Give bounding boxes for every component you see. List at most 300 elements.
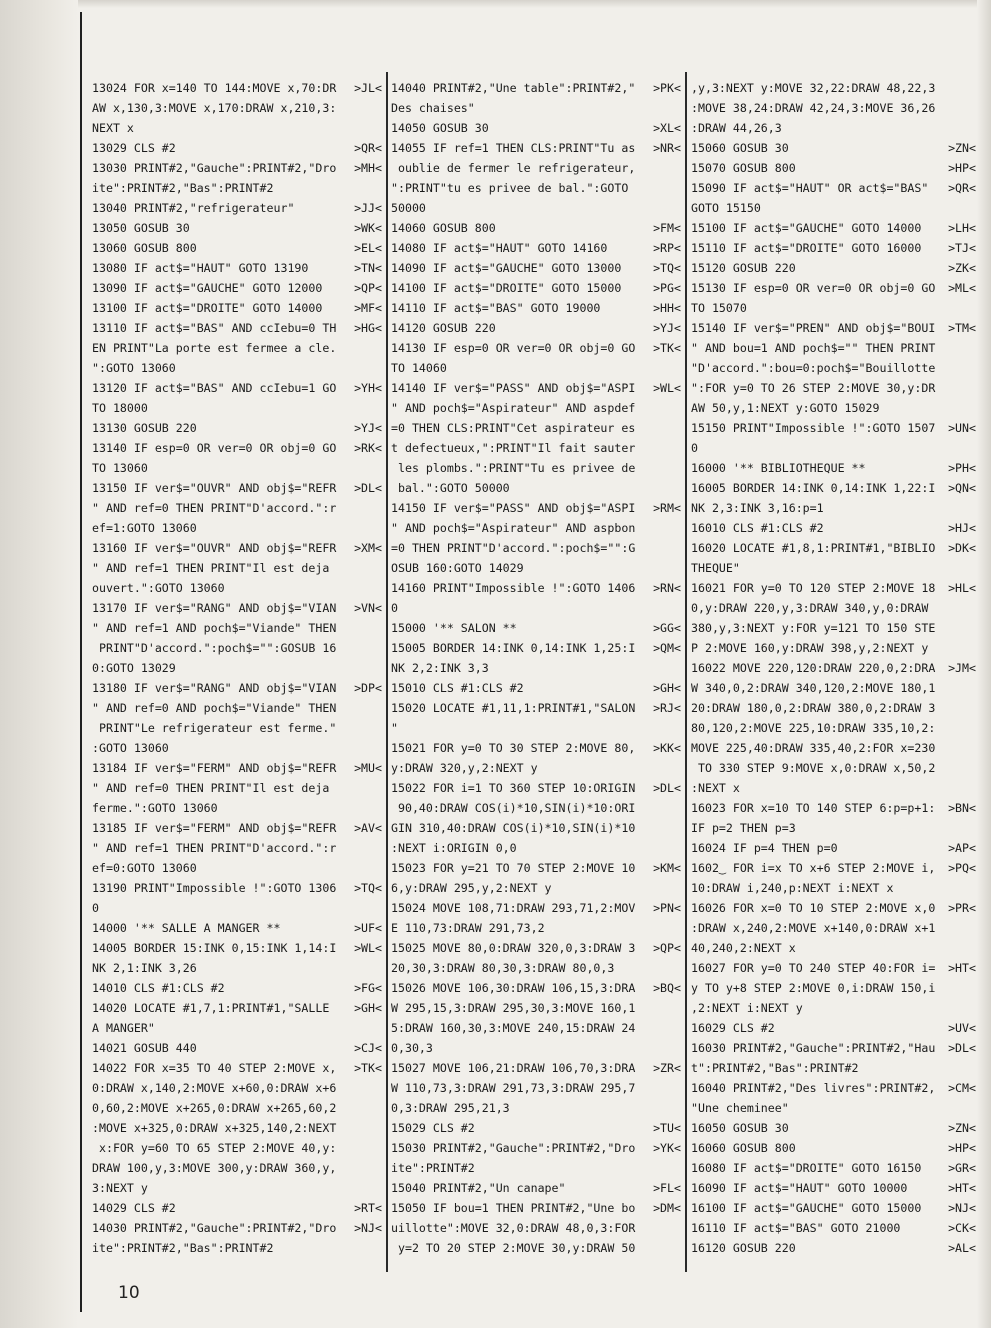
checksum-code: >RN< <box>653 581 681 595</box>
checksum-code: >BN< <box>948 801 976 815</box>
code-line <box>691 658 976 678</box>
checksum-code: >ZN< <box>948 1121 976 1135</box>
code-line <box>92 298 382 318</box>
code-line <box>391 478 681 498</box>
checksum-code: >DL< <box>653 781 681 795</box>
code-text: 3:NEXT y <box>92 1181 148 1195</box>
checksum-code: >UF< <box>354 921 382 935</box>
code-line <box>391 738 681 758</box>
checksum-code: >HJ< <box>948 521 976 535</box>
code-text: ,y,3:NEXT y:MOVE 32,22:DRAW 48,22,3 <box>691 81 936 95</box>
code-text: 15022 FOR i=1 TO 360 STEP 10:ORIGIN <box>391 781 636 795</box>
code-text: 15027 MOVE 106,21:DRAW 106,70,3:DRA <box>391 1061 636 1075</box>
code-text: AW 50,y,1:NEXT y:GOTO 15029 <box>691 401 880 415</box>
code-text: 16110 IF act$="BAS" GOTO 21000 <box>691 1221 901 1235</box>
code-line <box>391 538 681 558</box>
code-line <box>691 238 976 258</box>
code-line <box>391 518 681 538</box>
code-line <box>691 398 976 418</box>
code-text: MOVE 225,40:DRAW 335,40,2:FOR x=230 <box>691 741 936 755</box>
code-text: 15040 PRINT#2,"Un canape" <box>391 1181 566 1195</box>
checksum-code: >JL< <box>354 81 382 95</box>
code-line <box>691 1178 976 1198</box>
code-text: 16050 GOSUB 30 <box>691 1121 789 1135</box>
code-line <box>92 1078 382 1098</box>
code-text: 13060 GOSUB 800 <box>92 241 197 255</box>
code-line <box>391 838 681 858</box>
checksum-code: >RT< <box>354 1201 382 1215</box>
checksum-code: >TQ< <box>653 261 681 275</box>
code-line <box>691 678 976 698</box>
code-line <box>391 458 681 478</box>
code-text: 0,y:DRAW 220,y,3:DRAW 340,y,0:DRAW <box>691 601 929 615</box>
code-line <box>92 498 382 518</box>
code-text: TO 330 STEP 9:MOVE x,0:DRAW x,50,2 <box>691 761 936 775</box>
code-line <box>691 558 976 578</box>
checksum-code: >TK< <box>653 341 681 355</box>
code-text: OSUB 160:GOTO 14029 <box>391 561 524 575</box>
code-text: DRAW 100,y,3:MOVE 300,y:DRAW 360,y, <box>92 1161 337 1175</box>
checksum-code: >AL< <box>948 1241 976 1255</box>
code-line <box>391 378 681 398</box>
code-text: 90,40:DRAW COS(i)*10,SIN(i)*10:ORI <box>391 801 636 815</box>
code-text: 15020 LOCATE #1,11,1:PRINT#1,"SALON <box>391 701 636 715</box>
checksum-code: >DM< <box>653 1201 681 1215</box>
code-text: uillotte":MOVE 32,0:DRAW 48,0,3:FOR <box>391 1221 636 1235</box>
code-text: 15021 FOR y=0 TO 30 STEP 2:MOVE 80, <box>391 741 636 755</box>
code-text: PRINT"D'accord.":poch$="":GOSUB 16 <box>92 641 337 655</box>
code-line <box>691 358 976 378</box>
checksum-code: >QR< <box>354 141 382 155</box>
code-line <box>691 1038 976 1058</box>
code-text: 16080 IF act$="DROITE" GOTO 16150 <box>691 1161 922 1175</box>
code-text: 14140 IF ver$="PASS" AND obj$="ASPI <box>391 381 636 395</box>
checksum-code: >BQ< <box>653 981 681 995</box>
code-text: GOTO 15150 <box>691 201 761 215</box>
code-text: y:DRAW 320,y,2:NEXT y <box>391 761 538 775</box>
checksum-code: >QP< <box>653 941 681 955</box>
code-line <box>92 1018 382 1038</box>
checksum-code: >TN< <box>354 261 382 275</box>
code-line <box>691 998 976 1018</box>
code-text: AW x,130,3:MOVE x,170:DRAW x,210,3: <box>92 101 337 115</box>
code-text: 14021 GOSUB 440 <box>92 1041 197 1055</box>
code-line <box>691 898 976 918</box>
code-text: 14100 IF act$="DROITE" GOTO 15000 <box>391 281 622 295</box>
code-text: TO 14060 <box>391 361 447 375</box>
code-text: ouvert.":GOTO 13060 <box>92 581 225 595</box>
code-text: 15090 IF act$="HAUT" OR act$="BAS" <box>691 181 929 195</box>
checksum-code: >HP< <box>948 1141 976 1155</box>
code-text: P 2:MOVE 160,y:DRAW 398,y,2:NEXT y <box>691 641 929 655</box>
code-text: NK 2,3:INK 3,16:p=1 <box>691 501 824 515</box>
code-text: 15026 MOVE 106,30:DRAW 106,15,3:DRA <box>391 981 636 995</box>
code-text: 13040 PRINT#2,"refrigerateur" <box>92 201 295 215</box>
code-line <box>391 938 681 958</box>
code-line <box>391 1118 681 1138</box>
code-text: " AND poch$="Aspirateur" AND aspdef <box>391 401 636 415</box>
code-line <box>92 698 382 718</box>
checksum-code: >ZR< <box>653 1061 681 1075</box>
checksum-code: >QN< <box>948 481 976 495</box>
code-line <box>391 1238 681 1258</box>
code-text: 14050 GOSUB 30 <box>391 121 489 135</box>
checksum-code: >DK< <box>948 541 976 555</box>
code-line <box>92 1238 382 1258</box>
code-text: =0 THEN PRINT"D'accord.":poch$="":G <box>391 541 636 555</box>
code-text: 13100 IF act$="DROITE" GOTO 14000 <box>92 301 323 315</box>
code-line <box>691 578 976 598</box>
code-text: 0 <box>92 901 99 915</box>
code-text: 14080 IF act$="HAUT" GOTO 14160 <box>391 241 608 255</box>
checksum-code: >MF< <box>354 301 382 315</box>
code-text: 15010 CLS #1:CLS #2 <box>391 681 524 695</box>
listing-column-3 <box>691 78 976 1278</box>
code-text: TO 15070 <box>691 301 747 315</box>
code-line <box>691 438 976 458</box>
checksum-code: >YJ< <box>354 421 382 435</box>
checksum-code: >YJ< <box>653 321 681 335</box>
code-line <box>391 558 681 578</box>
code-text: 1602‿ FOR i=x TO x+6 STEP 2:MOVE i, <box>691 861 936 875</box>
code-text: 16026 FOR x=0 TO 10 STEP 2:MOVE x,0 <box>691 901 936 915</box>
code-line <box>391 198 681 218</box>
code-line <box>691 778 976 798</box>
code-line <box>391 618 681 638</box>
code-line <box>691 638 976 658</box>
code-line <box>391 698 681 718</box>
code-text: :MOVE 38,24:DRAW 42,24,3:MOVE 36,26 <box>691 101 936 115</box>
code-text: W 110,73,3:DRAW 291,73,3:DRAW 295,7 <box>391 1081 636 1095</box>
code-line <box>691 478 976 498</box>
code-line <box>391 298 681 318</box>
checksum-code: >QR< <box>948 181 976 195</box>
checksum-code: >NJ< <box>354 1221 382 1235</box>
code-text: 16024 IF p=4 THEN p=0 <box>691 841 838 855</box>
code-line <box>92 1038 382 1058</box>
checksum-code: >CM< <box>948 1081 976 1095</box>
code-line <box>391 778 681 798</box>
listing-column-2 <box>391 78 681 1278</box>
left-margin-rule <box>80 12 82 1312</box>
checksum-code: >FG< <box>354 981 382 995</box>
code-line <box>92 898 382 918</box>
code-text: x:FOR y=60 TO 65 STEP 2:MOVE 40,y: <box>92 1141 337 1155</box>
code-text: Des chaises" <box>391 101 475 115</box>
checksum-code: >RM< <box>653 501 681 515</box>
code-line <box>391 638 681 658</box>
code-text: 16010 CLS #1:CLS #2 <box>691 521 824 535</box>
code-line <box>691 258 976 278</box>
code-line <box>92 338 382 358</box>
checksum-code: >NR< <box>653 141 681 155</box>
code-line <box>691 758 976 778</box>
page-number: 10 <box>118 1283 140 1303</box>
code-line <box>691 858 976 878</box>
code-line <box>92 478 382 498</box>
checksum-code: >ZN< <box>948 141 976 155</box>
code-line <box>92 158 382 178</box>
checksum-code: >WL< <box>354 941 382 955</box>
code-line <box>92 98 382 118</box>
code-line <box>691 198 976 218</box>
code-line <box>391 758 681 778</box>
code-line <box>391 278 681 298</box>
code-text: 0,30,3 <box>391 1041 433 1055</box>
code-text: 13180 IF ver$="RANG" AND obj$="VIAN <box>92 681 337 695</box>
checksum-code: >PR< <box>948 901 976 915</box>
page-binding-edge <box>0 0 78 1328</box>
page-top-edge <box>78 0 991 8</box>
code-line <box>391 158 681 178</box>
code-text: IF p=2 THEN p=3 <box>691 821 796 835</box>
code-line <box>391 998 681 1018</box>
checksum-code: >KM< <box>653 861 681 875</box>
code-line <box>691 618 976 638</box>
code-text: 0:GOTO 13029 <box>92 661 176 675</box>
checksum-code: >GH< <box>653 681 681 695</box>
code-line <box>92 678 382 698</box>
code-line <box>92 258 382 278</box>
code-text: 0 <box>691 441 698 455</box>
code-text: 14005 BORDER 15:INK 0,15:INK 1,14:I <box>92 941 337 955</box>
code-line <box>391 438 681 458</box>
code-line <box>92 918 382 938</box>
code-line <box>92 1098 382 1118</box>
code-line <box>92 558 382 578</box>
checksum-code: >RK< <box>354 441 382 455</box>
code-text: 13140 IF esp=0 OR ver=0 OR obj=0 GO <box>92 441 337 455</box>
code-text: 13080 IF act$="HAUT" GOTO 13190 <box>92 261 309 275</box>
code-text: "Une cheminee" <box>691 1101 789 1115</box>
code-text: 14000 '** SALLE A MANGER ** <box>92 921 281 935</box>
code-line <box>391 1178 681 1198</box>
code-line <box>92 118 382 138</box>
code-line <box>92 418 382 438</box>
code-line <box>92 738 382 758</box>
code-line <box>391 398 681 418</box>
code-line <box>92 798 382 818</box>
checksum-code: >GH< <box>354 1001 382 1015</box>
checksum-code: >YK< <box>653 1141 681 1155</box>
checksum-code: >EL< <box>354 241 382 255</box>
code-text: 15120 GOSUB 220 <box>691 261 796 275</box>
checksum-code: >UN< <box>948 421 976 435</box>
code-text: 15005 BORDER 14:INK 0,14:INK 1,25:I <box>391 641 636 655</box>
code-text: GIN 310,40:DRAW COS(i)*10,SIN(i)*10 <box>391 821 636 835</box>
code-text: " AND ref=1 AND poch$="Viande" THEN <box>92 621 337 635</box>
code-text: ":PRINT"tu es privee de bal.":GOTO <box>391 181 629 195</box>
code-text: NEXT x <box>92 121 134 135</box>
code-text: 13110 IF act$="BAS" AND ccIebu=0 TH <box>92 321 337 335</box>
code-line <box>92 538 382 558</box>
code-line <box>92 638 382 658</box>
checksum-code: >PG< <box>653 281 681 295</box>
checksum-code: >LH< <box>948 221 976 235</box>
checksum-code: >FM< <box>653 221 681 235</box>
code-line <box>691 798 976 818</box>
code-text: "D'accord.":bou=0:poch$="Bouillotte <box>691 361 936 375</box>
code-line <box>391 978 681 998</box>
code-text: 15000 '** SALON ** <box>391 621 517 635</box>
code-text: 13184 IF ver$="FERM" AND obj$="REFR <box>92 761 337 775</box>
checksum-code: >HL< <box>948 581 976 595</box>
code-line <box>691 98 976 118</box>
code-text: 15150 PRINT"Impossible !":GOTO 1507 <box>691 421 936 435</box>
code-line <box>691 598 976 618</box>
code-text: " AND poch$="Aspirateur" AND aspbon <box>391 521 636 535</box>
checksum-code: >PH< <box>948 461 976 475</box>
code-text: 16023 FOR x=10 TO 140 STEP 6:p=p+1: <box>691 801 936 815</box>
code-line <box>391 798 681 818</box>
code-line <box>92 718 382 738</box>
checksum-code: >NJ< <box>948 1201 976 1215</box>
code-text: 380,y,3:NEXT y:FOR y=121 TO 150 STE <box>691 621 936 635</box>
code-line <box>92 1158 382 1178</box>
checksum-code: >MU< <box>354 761 382 775</box>
code-line <box>391 1198 681 1218</box>
code-text: TO 18000 <box>92 401 148 415</box>
code-text: :MOVE x+325,0:DRAW x+325,140,2:NEXT <box>92 1121 337 1135</box>
code-text: 14090 IF act$="GAUCHE" GOTO 13000 <box>391 261 622 275</box>
code-text: 14150 IF ver$="PASS" AND obj$="ASPI <box>391 501 636 515</box>
code-line <box>691 118 976 138</box>
code-text: TO 13060 <box>92 461 148 475</box>
code-text: W 340,0,2:DRAW 340,120,2:MOVE 180,1 <box>691 681 936 695</box>
code-line <box>691 938 976 958</box>
code-text: " AND bou=1 AND poch$="" THEN PRINT <box>691 341 936 355</box>
checksum-code: >TK< <box>354 1061 382 1075</box>
code-text: 15140 IF ver$="PREN" AND obj$="BOUI <box>691 321 936 335</box>
code-line <box>391 858 681 878</box>
code-text: 13050 GOSUB 30 <box>92 221 190 235</box>
code-line <box>691 318 976 338</box>
code-text: 13190 PRINT"Impossible !":GOTO 1306 <box>92 881 337 895</box>
code-text: 0,3:DRAW 295,21,3 <box>391 1101 510 1115</box>
code-line <box>391 258 681 278</box>
code-text: " AND ref=1 THEN PRINT"D'accord.":r <box>92 841 337 855</box>
code-line <box>391 218 681 238</box>
code-line <box>92 858 382 878</box>
code-text: 14040 PRINT#2,"Une table":PRINT#2," <box>391 81 636 95</box>
code-text: 80,120,2:MOVE 225,10:DRAW 335,10,2: <box>691 721 936 735</box>
code-text: " AND ref=1 THEN PRINT"Il est deja <box>92 561 330 575</box>
code-text: EN PRINT"La porte est fermee a cle. <box>92 341 337 355</box>
code-text: 14055 IF ref=1 THEN CLS:PRINT"Tu as <box>391 141 636 155</box>
code-line <box>92 838 382 858</box>
code-text: 16090 IF act$="HAUT" GOTO 10000 <box>691 1181 908 1195</box>
code-line <box>391 418 681 438</box>
code-text: 14020 LOCATE #1,7,1:PRINT#1,"SALLE <box>92 1001 330 1015</box>
checksum-code: >JJ< <box>354 201 382 215</box>
code-line <box>391 1058 681 1078</box>
code-line <box>691 818 976 838</box>
code-line <box>691 1098 976 1118</box>
code-line <box>92 998 382 1018</box>
code-line <box>691 1238 976 1258</box>
checksum-code: >WL< <box>653 381 681 395</box>
code-line <box>92 518 382 538</box>
code-line <box>691 218 976 238</box>
code-line <box>92 278 382 298</box>
code-line <box>691 1058 976 1078</box>
code-text: ferme.":GOTO 13060 <box>92 801 218 815</box>
code-line <box>92 378 382 398</box>
code-text: A MANGER" <box>92 1021 155 1035</box>
code-line <box>691 918 976 938</box>
code-text: 16100 IF act$="GAUCHE" GOTO 15000 <box>691 1201 922 1215</box>
listing-column-1 <box>92 78 382 1278</box>
code-text: 15024 MOVE 108,71:DRAW 293,71,2:MOV <box>391 901 636 915</box>
code-line <box>691 178 976 198</box>
code-text: 15023 FOR y=21 TO 70 STEP 2:MOVE 10 <box>391 861 636 875</box>
code-line <box>391 138 681 158</box>
code-line <box>92 458 382 478</box>
code-text: W 295,15,3:DRAW 295,30,3:MOVE 160,1 <box>391 1001 636 1015</box>
code-line <box>691 1218 976 1238</box>
code-line <box>391 578 681 598</box>
code-line <box>391 338 681 358</box>
code-text: y TO y+8 STEP 2:MOVE 0,i:DRAW 150,i <box>691 981 936 995</box>
checksum-code: >ZK< <box>948 261 976 275</box>
checksum-code: >GR< <box>948 1161 976 1175</box>
code-text: 14029 CLS #2 <box>92 1201 176 1215</box>
checksum-code: >QP< <box>354 281 382 295</box>
checksum-code: >VN< <box>354 601 382 615</box>
code-text: 13185 IF ver$="FERM" AND obj$="REFR <box>92 821 337 835</box>
code-line <box>92 598 382 618</box>
code-text: 20,30,3:DRAW 80,30,3:DRAW 80,0,3 <box>391 961 615 975</box>
code-line <box>691 878 976 898</box>
code-text: 6,y:DRAW 295,y,2:NEXT y <box>391 881 552 895</box>
code-line <box>92 78 382 98</box>
checksum-code: >TJ< <box>948 241 976 255</box>
code-line <box>691 698 976 718</box>
code-line <box>391 318 681 338</box>
code-text: " AND ref=0 AND poch$="Viande" THEN <box>92 701 337 715</box>
code-line <box>391 598 681 618</box>
code-text: t":PRINT#2,"Bas":PRINT#2 <box>691 1061 859 1075</box>
code-line <box>92 138 382 158</box>
code-text: 15130 IF esp=0 OR ver=0 OR obj=0 GO <box>691 281 936 295</box>
checksum-code: >UV< <box>948 1021 976 1035</box>
code-line <box>92 238 382 258</box>
code-text: ite":PRINT#2 <box>391 1161 475 1175</box>
code-text: 0:DRAW x,140,2:MOVE x+60,0:DRAW x+6 <box>92 1081 337 1095</box>
code-text: 20:DRAW 180,0,2:DRAW 380,0,2:DRAW 3 <box>691 701 936 715</box>
checksum-code: >MH< <box>354 161 382 175</box>
code-text: 16021 FOR y=0 TO 120 STEP 2:MOVE 18 <box>691 581 936 595</box>
checksum-code: >QM< <box>653 641 681 655</box>
code-line <box>92 1138 382 1158</box>
checksum-code: >HT< <box>948 1181 976 1195</box>
column-separator <box>386 72 388 1272</box>
code-text: 40,240,2:NEXT x <box>691 941 796 955</box>
code-text: ":GOTO 13060 <box>92 361 176 375</box>
code-line <box>92 938 382 958</box>
code-line <box>92 758 382 778</box>
code-line <box>391 98 681 118</box>
code-text: les plombs.":PRINT"Tu es privee de <box>391 461 636 475</box>
code-line <box>391 1078 681 1098</box>
column-separator <box>685 72 687 1272</box>
code-text: oublie de fermer le refrigerateur, <box>391 161 636 175</box>
checksum-code: >PK< <box>653 81 681 95</box>
code-text: 13150 IF ver$="OUVR" AND obj$="REFR <box>92 481 337 495</box>
code-line <box>691 78 976 98</box>
code-line <box>391 1098 681 1118</box>
code-line <box>691 338 976 358</box>
